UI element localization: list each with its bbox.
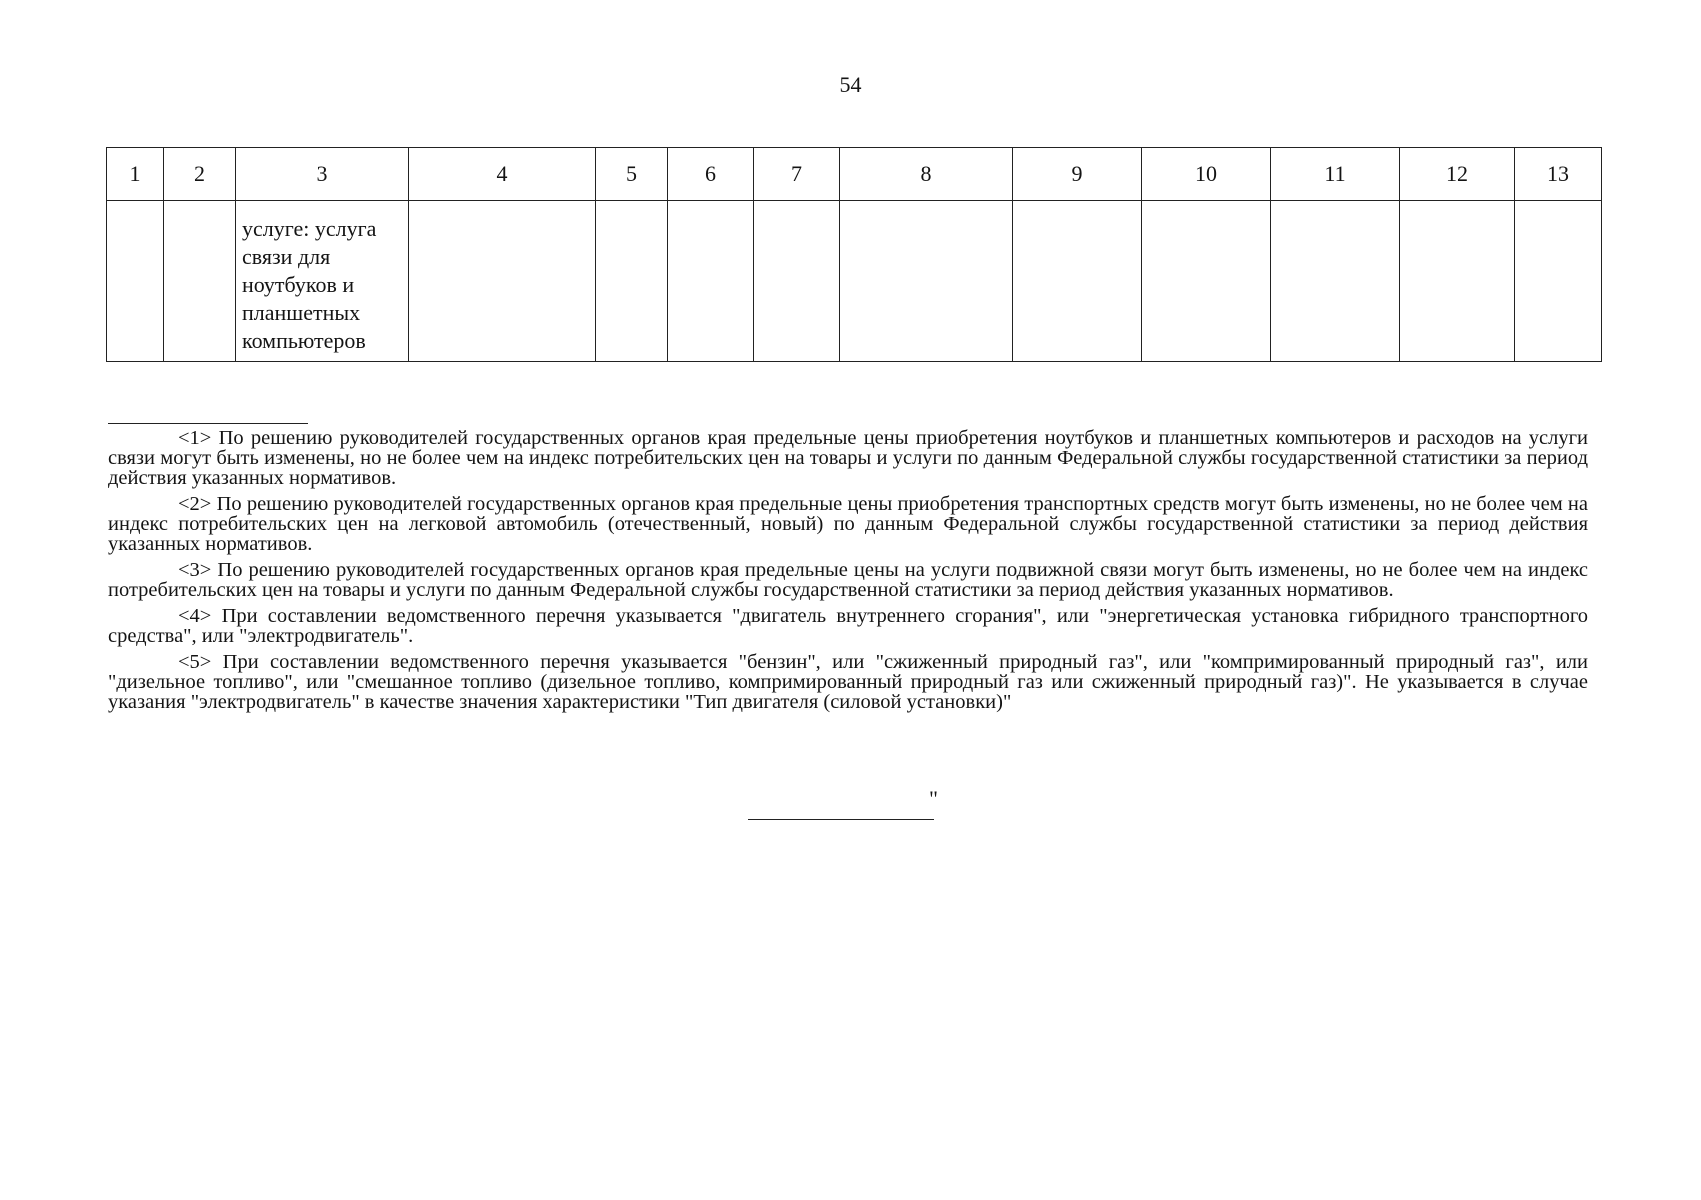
cell-text [409,201,595,215]
footnote-5: <5> При составлении ведомственного перечня указывается "бензин", или "сжиженный природный газ", или "компримированный природный газ", или "дизельное топливо", или "смешанное топливо (дизельное топливо, компримированный природный газ или сжиженный природный газ)". Не указывается в случае указания "электродвигатель" в качестве значения характеристики "Тип двигателя (силовой установки)" [108,651,1588,713]
closing-line [748,819,934,820]
cell-text [1142,201,1270,215]
cell-text [754,201,839,215]
column-header: 5 [596,148,668,201]
column-header: 8 [840,148,1013,201]
column-header: 12 [1400,148,1515,201]
cell-text [840,201,1012,215]
table-row [107,201,1602,362]
table-cell [1515,201,1602,362]
table-cell [1013,201,1142,362]
footnote-4: <4> При составлении ведомственного перечня указывается "двигатель внутреннего сгорания", или "энергетическая установка гибридного транспортного средства", или "электродвигатель". [108,605,1588,647]
cell-text [596,201,667,215]
cell-text [1515,201,1601,215]
closing-quote: " [929,786,938,811]
footnote-1: <1> По решению руководителей государственных органов края предельные цены приобретения ноутбуков и планшетных компьютеров и расходов на услуги связи могут быть изменены, но не более чем на индекс потребительских цен на товары и услуги по данным Федеральной службы государственной статистики за период действия указанных нормативов. [108,427,1588,489]
footnote-2: <2> По решению руководителей государственных органов края предельные цены приобретения транспортных средств могут быть изменены, но не более чем на индекс потребительских цен на легковой автомобиль (отечественный, новый) по данным Федеральной службы государственной статистики за период действия указанных нормативов. [108,493,1588,555]
data-table [106,147,1602,362]
column-header: 10 [1142,148,1271,201]
cell-text [164,201,235,215]
column-header: 6 [668,148,754,201]
column-header: 11 [1271,148,1400,201]
table-cell [1271,201,1400,362]
footnotes [108,428,1588,718]
column-header: 13 [1515,148,1602,201]
column-header: 4 [409,148,596,201]
column-header: 2 [164,148,236,201]
table-cell [236,201,409,362]
cell-text [668,201,753,215]
cell-text [1400,201,1514,215]
table-cell [1142,201,1271,362]
page-number: 54 [839,72,862,97]
cell-text [1013,201,1141,215]
closing-mark [748,786,938,820]
table-cell [840,201,1013,362]
table-cell [754,201,840,362]
service-description: услуге: услуга связи для ноутбуков и планшетных компьютеров [242,216,377,353]
column-header: 3 [236,148,409,201]
column-header: 9 [1013,148,1142,201]
table-cell [164,201,236,362]
table-cell [409,201,596,362]
table-cell [1400,201,1515,362]
table-cell [668,201,754,362]
table-cell [107,201,164,362]
cell-text [107,201,163,215]
cell-text [1271,201,1399,215]
column-header: 7 [754,148,840,201]
column-header: 1 [107,148,164,201]
table-cell [596,201,668,362]
footnote-3: <3> По решению руководителей государственных органов края предельные цены на услуги подвижной связи могут быть изменены, но не более чем на индекс потребительских цен на товары и услуги по данным Федеральной службы государственной статистики за период действия указанных нормативов. [108,559,1588,601]
table-header-row [107,148,1602,201]
footnote-separator [108,423,308,424]
